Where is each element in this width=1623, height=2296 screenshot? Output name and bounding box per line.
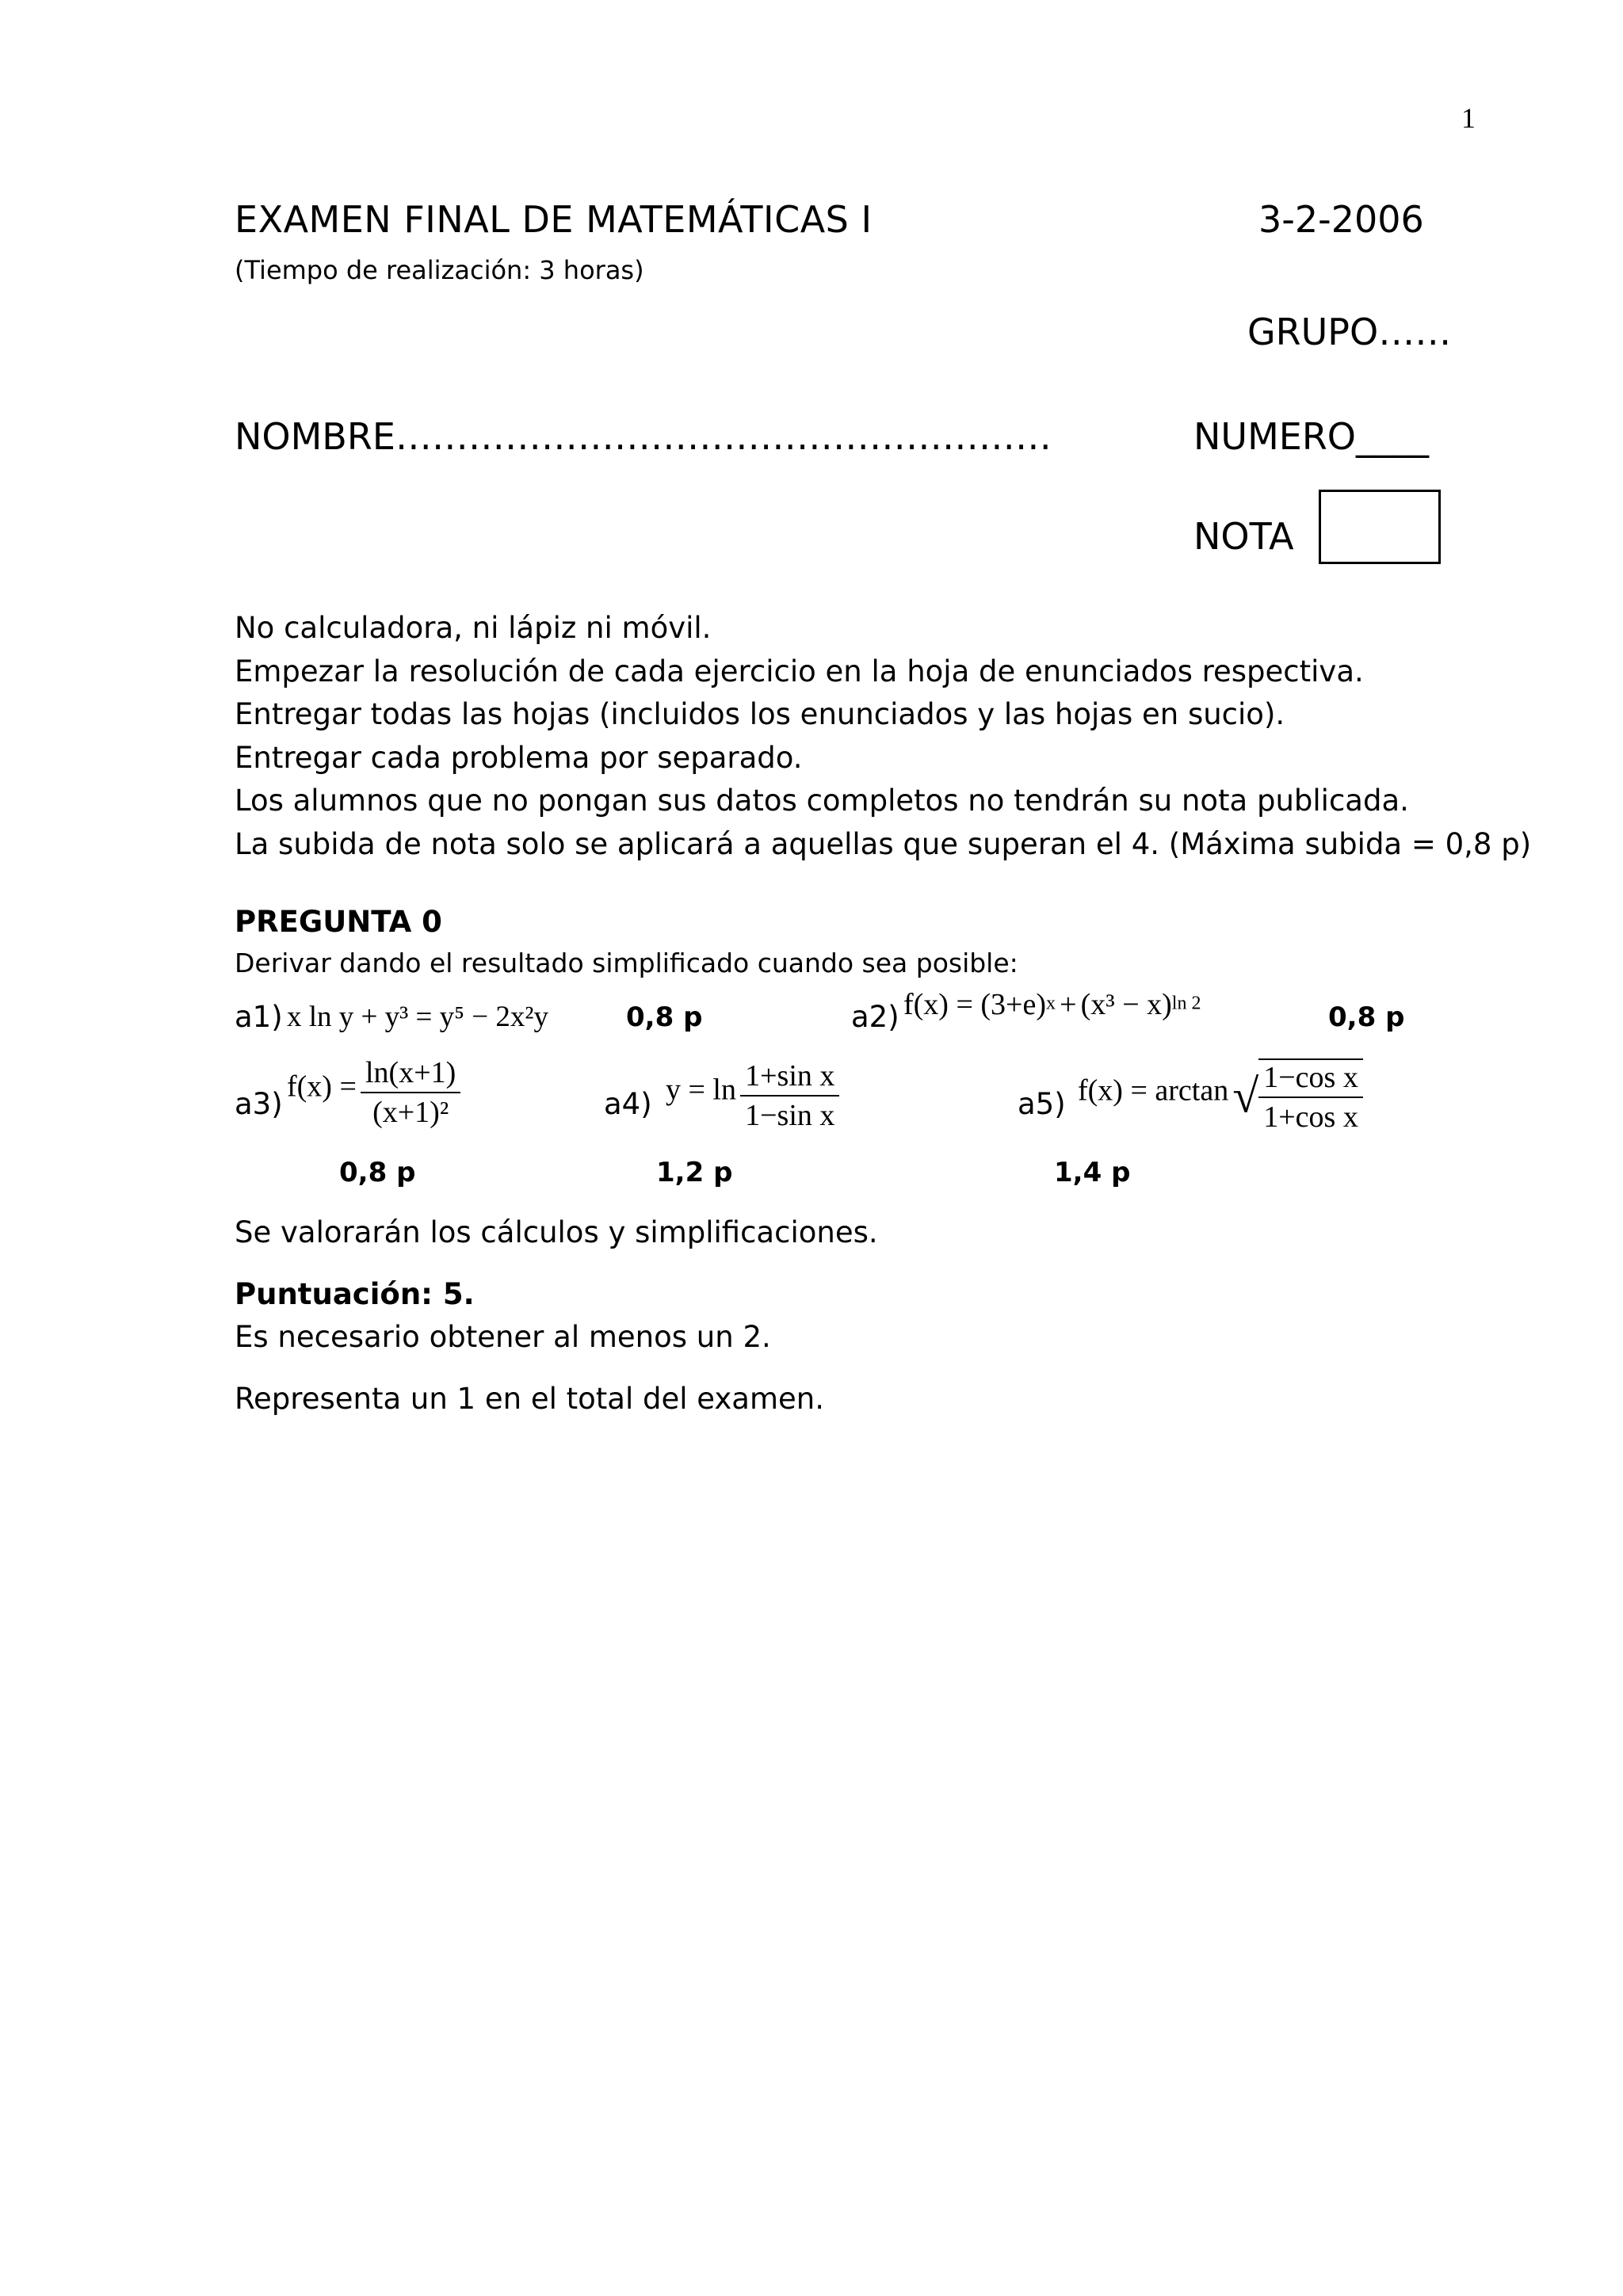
item-a3-formula [287, 1055, 460, 1130]
weight-note: Representa un 1 en el total del examen. [235, 1382, 824, 1416]
item-a5-points: 1,4 p [1054, 1157, 1131, 1188]
item-a3-label: a3) [235, 1087, 283, 1121]
question-heading: PREGUNTA 0 [235, 905, 442, 939]
nota-label: NOTA [1193, 515, 1294, 558]
item-a2-formula: $f(x) = (3+e)^x + (x^3 - x)^{ln 2}$ [903, 988, 1201, 1021]
rule-item: La subida de nota solo se aplicará a aquellas que superan el 4. (Máxima subida = 0,8 p) [235, 826, 1532, 861]
item-a4-points: 1,2 p [656, 1157, 733, 1188]
item-a5-label: a5) [1018, 1087, 1066, 1121]
item-a1-formula: x ln y + y³ = y⁵ − 2x²y [287, 1001, 548, 1033]
numero-field: NUMERO____ [1193, 415, 1430, 458]
rule-item: Empezar la resolución de cada ejercicio en la hoja de enunciados respectiva. [235, 654, 1364, 688]
minimum-score-note: Es necesario obtener al menos un 2. [235, 1320, 771, 1354]
item-a1-points: 0,8 p [626, 1001, 703, 1033]
rule-item: Entregar cada problema por separado. [235, 740, 803, 775]
nota-box [1319, 490, 1441, 564]
item-a4-formula [666, 1058, 839, 1133]
evaluation-note: Se valorarán los cálculos y simplificaciones. [235, 1215, 878, 1249]
question-instruction: Derivar dando el resultado simplificado cuando sea posible: [235, 948, 1018, 978]
nombre-field: NOMBRE……………………………………………… [235, 415, 1052, 458]
item-a2-label: a2) [851, 1000, 899, 1034]
a5-denominator: 1+cos x [1263, 1100, 1358, 1134]
rule-item: No calculadora, ni lápiz ni móvil. [235, 611, 712, 645]
rule-item: Entregar todas las hojas (incluidos los enunciados y las hojas en sucio). [235, 697, 1285, 731]
a3-denominator: (x+1)² [372, 1096, 449, 1129]
a5-numerator: 1−cos x [1258, 1060, 1363, 1098]
exam-duration: (Tiempo de realización: 3 horas) [235, 255, 644, 285]
item-a3-points: 0,8 p [339, 1157, 416, 1188]
page-number: 1 [1461, 102, 1476, 134]
item-a1-label: a1) [235, 1000, 283, 1034]
a3-lhs: f(x) = [287, 1070, 357, 1104]
a2-exp2: ln 2 [1171, 993, 1201, 1014]
a4-lhs: y = ln [666, 1073, 736, 1107]
exam-date: 3-2-2006 [1258, 198, 1424, 241]
a4-numerator: 1+sin x [740, 1058, 839, 1097]
puntuacion: Puntuación: 5. [235, 1277, 475, 1311]
item-a4-label: a4) [604, 1087, 652, 1121]
a3-numerator: ln(x+1) [361, 1055, 460, 1093]
a2-exp1: x [1046, 993, 1056, 1014]
a5-lhs: f(x) = arctan [1078, 1074, 1229, 1108]
a4-denominator: 1−sin x [745, 1099, 835, 1132]
a2-base2: (x³ − x) [1080, 988, 1172, 1021]
grupo-field: GRUPO…… [1247, 311, 1452, 353]
a2-base1: (3+e) [980, 988, 1047, 1021]
item-a5-formula [1078, 1058, 1363, 1135]
item-a2-points: 0,8 p [1328, 1001, 1405, 1033]
exam-title: EXAMEN FINAL DE MATEMÁTICAS I [235, 198, 873, 241]
a2-plus: + [1060, 988, 1077, 1021]
rule-item: Los alumnos que no pongan sus datos completos no tendrán su nota publicada. [235, 784, 1409, 818]
sqrt-icon: √ [1232, 1070, 1259, 1123]
exam-rules [235, 607, 1531, 866]
